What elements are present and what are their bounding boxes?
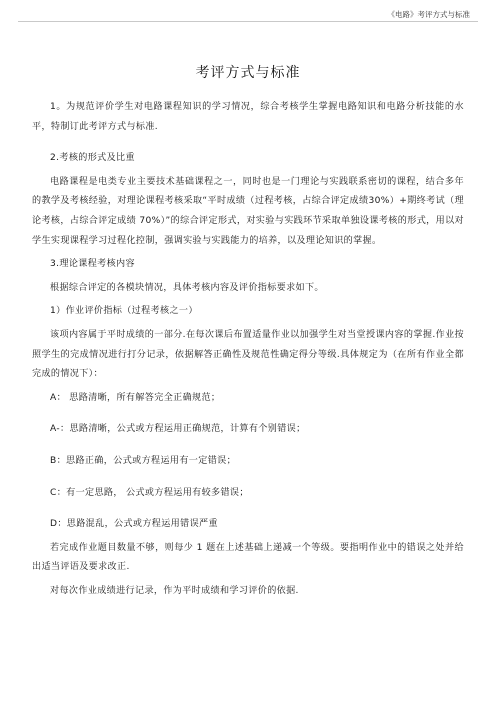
paragraph-record: 对每次作业成绩进行记录，作为平时成绩和学习评价的依据.	[50, 585, 299, 596]
document-body	[32, 98, 464, 605]
grade-item-b: B：思路正确，公式或方程运用有一定错误；	[50, 455, 237, 466]
paragraph-homework: 该项内容属于平时成绩的一部分.在每次课后布置适量作业以加强学生对当堂授课内容的掌握.作业按照学生的完成情况进行打分记录，依据解答正确性及规范性确定得分等级.具体规定为（在所有作业全都完成的情况下）：	[32, 329, 464, 380]
page-title: 考评方式与标准	[195, 65, 301, 81]
header-divider	[18, 21, 478, 22]
paragraph-missing-work: 若完成作业题目数量不够，则每少 1 题在上述基础上递减一个等级。要指明作业中的错误之处并给出适当评语及要求改正.	[32, 542, 464, 573]
grade-item-a-minus: A-：思路清晰，公式或方程运用正确规范，计算有个别错误；	[50, 424, 306, 435]
paragraph-form: 电路课程是电类专业主要技术基础课程之一，同时也是一门理论与实践联系密切的课程，结合多年的教学及考核经验，对理论课程考核采取“平时成绩（过程考核，占综合评定成绩30%）+期终考试（理论考核，占综合评定成绩 70%）”的综合评定形式，对实验与实践环节采取单独设课考核的形式，用以对学生实现课程学习过程化控制，强调实验与实践能力的培养，以及理论知识的掌握。	[32, 176, 464, 246]
paragraph-content-intro: 根据综合评定的各模块情况，具体考核内容及评价指标要求如下。	[50, 282, 324, 293]
paragraph-purpose: 1。为规范评价学生对电路课程知识的学习情况，综合考核学生掌握电路知识和电路分析技能的水平，特制订此考评方式与标准.	[32, 102, 464, 132]
grade-item-c: C：有一定思路， 公式或方程运用有较多错误；	[50, 487, 249, 498]
running-header: 《电路》考评方式与标准	[387, 10, 470, 19]
subsection-heading-homework: 1）作业评价指标（过程考核之一）	[50, 306, 198, 317]
grade-item-a: A： 思路清晰，所有解答完全正确规范；	[50, 392, 221, 403]
section-heading-content: 3.理论课程考核内容	[50, 259, 135, 270]
section-heading-form: 2.考核的形式及比重	[50, 153, 135, 164]
grade-item-d: D：思路混乱，公式或方程运用错误严重	[50, 519, 218, 530]
